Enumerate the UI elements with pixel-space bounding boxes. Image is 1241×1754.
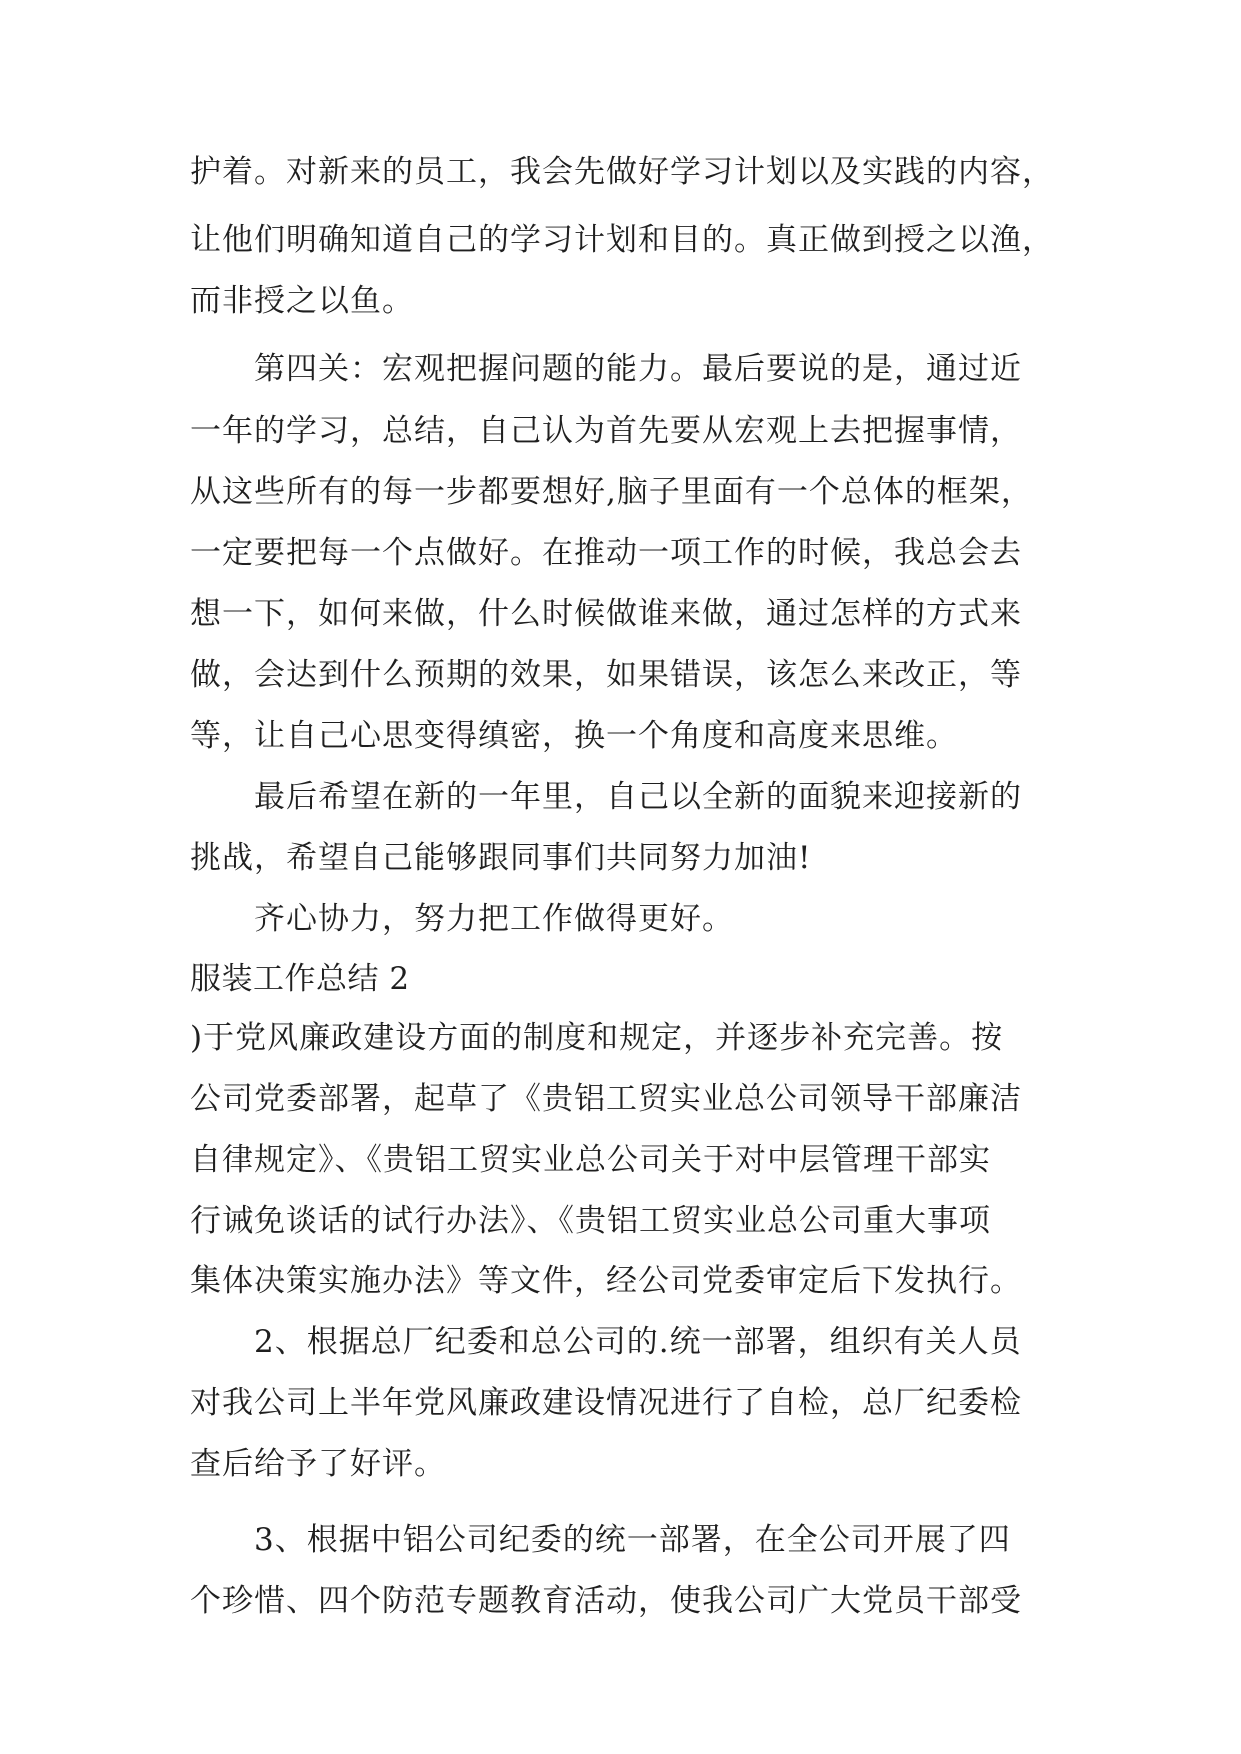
paragraph-start-line: 2、根据总厂纪委和总公司的.统一部署，组织有关人员 [254,1324,1022,1360]
text-line: 护着。对新来的员工，我会先做好学习计划以及实践的内容， [190,154,1054,190]
text-line: 查后给予了好评。 [190,1446,446,1482]
text-line: 集体决策实施办法》等文件，经公司党委审定后下发执行。 [190,1263,1022,1299]
paragraph-start-line: 3、根据中铝公司纪委的统一部署，在全公司开展了四 [254,1522,1011,1558]
text-line: 让他们明确知道自己的学习计划和目的。真正做到授之以渔， [190,222,1054,258]
text-line: 想一下，如何来做，什么时候做谁来做，通过怎样的方式来 [190,596,1022,632]
text-line: 一年的学习，总结，自己认为首先要从宏观上去把握事情， [190,413,1022,449]
text-line: 一定要把每一个点做好。在推动一项工作的时候，我总会去 [190,535,1022,571]
section-heading: 服装工作总结 2 [190,961,410,997]
text-line: 行诫免谈话的试行办法》、《贵铝工贸实业总公司重大事项 [190,1203,991,1239]
text-line: )于党风廉政建设方面的制度和规定，并逐步补充完善。按 [190,1020,1004,1056]
paragraph-start-line: 齐心协力，努力把工作做得更好。 [254,901,734,937]
text-line: 对我公司上半年党风廉政建设情况进行了自检，总厂纪委检 [190,1385,1022,1421]
text-line: 公司党委部署，起草了《贵铝工贸实业总公司领导干部廉洁 [190,1081,1022,1117]
text-line: 等，让自己心思变得缜密，换一个角度和高度来思维。 [190,718,958,754]
text-line: 挑战，希望自己能够跟同事们共同努力加油! [190,840,812,876]
text-line: 而非授之以鱼。 [190,283,414,319]
text-line: 从这些所有的每一步都要想好,脑子里面有一个总体的框架， [190,474,1033,510]
text-line: 做，会达到什么预期的效果，如果错误，该怎么来改正，等 [190,657,1022,693]
paragraph-start-line: 最后希望在新的一年里，自己以全新的面貌来迎接新的 [254,779,1022,815]
text-line: 自律规定》、《贵铝工贸实业总公司关于对中层管理干部实 [190,1142,991,1178]
text-line: 个珍惜、四个防范专题教育活动，使我公司广大党员干部受 [190,1583,1022,1619]
paragraph-start-line: 第四关：宏观把握问题的能力。最后要说的是，通过近 [254,351,1022,387]
